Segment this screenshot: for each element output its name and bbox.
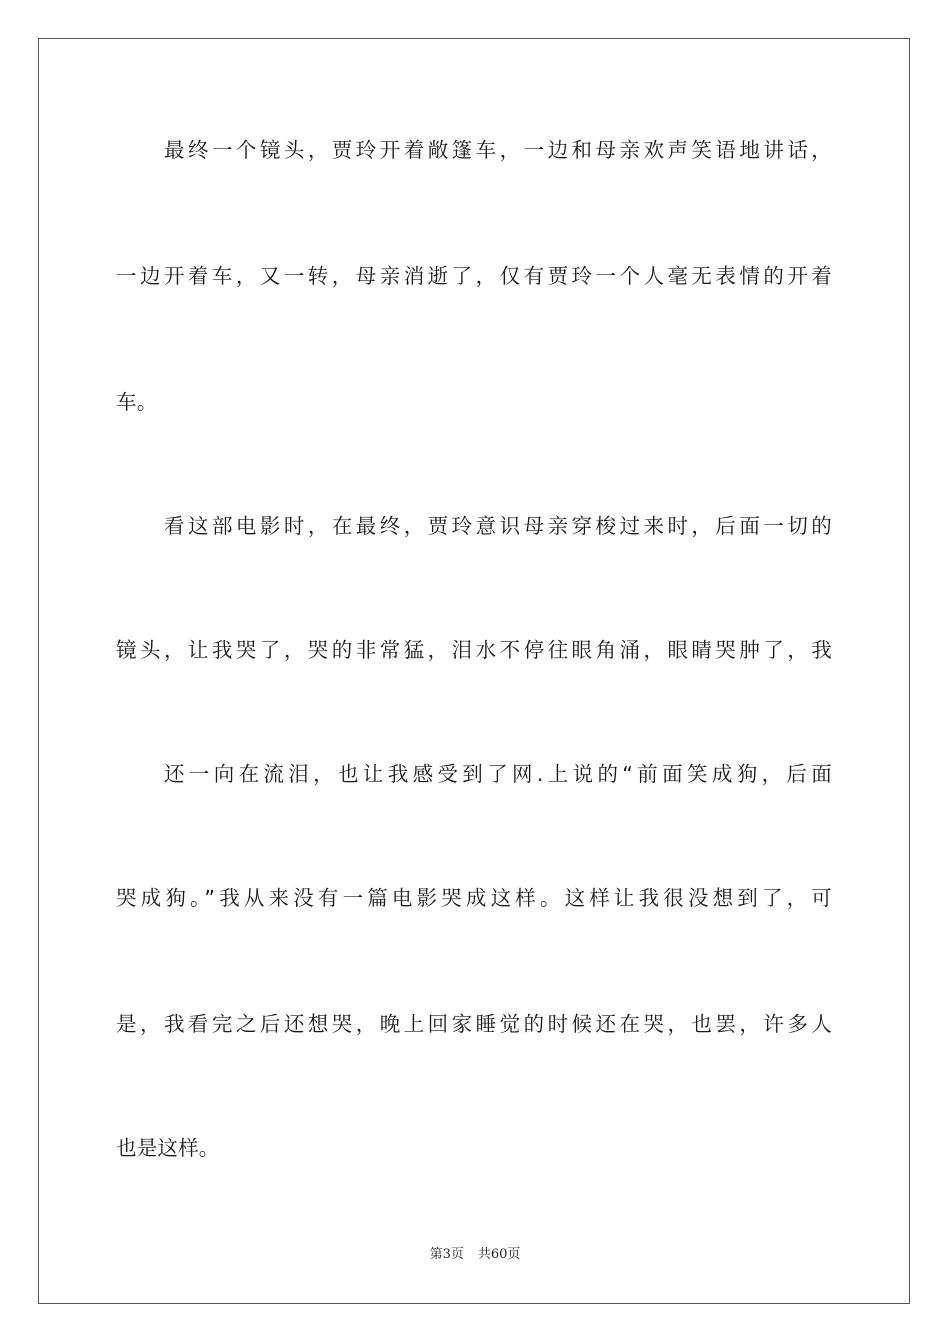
text-line: 车。 (116, 390, 158, 414)
page-footer (0, 1246, 950, 1264)
page-total: 共60页 (477, 1247, 521, 1262)
text-line: 哭成狗。”我从来没有一篇电影哭成这样。这样让我很没想到了，可 (116, 886, 832, 910)
text-line: 也是这样。 (116, 1136, 220, 1160)
page-frame (38, 38, 910, 1304)
text-line: 一边开着车，又一转，母亲消逝了，仅有贾玲一个人毫无表情的开着 (116, 264, 832, 288)
text-line: 镜头，让我哭了，哭的非常猛，泪水不停往眼角涌，眼睛哭肿了，我 (116, 638, 832, 662)
page-number: 第3页 (429, 1247, 464, 1262)
text-line: 最终一个镜头，贾玲开着敞篷车，一边和母亲欢声笑语地讲话， (164, 138, 832, 162)
text-line: 还一向在流泪，也让我感受到了网.上说的“前面笑成狗，后面 (164, 762, 832, 786)
text-line: 是，我看完之后还想哭，晚上回家睡觉的时候还在哭，也罢，许多人 (116, 1012, 832, 1036)
text-line: 看这部电影时，在最终，贾玲意识母亲穿梭过来时，后面一切的 (164, 514, 832, 538)
